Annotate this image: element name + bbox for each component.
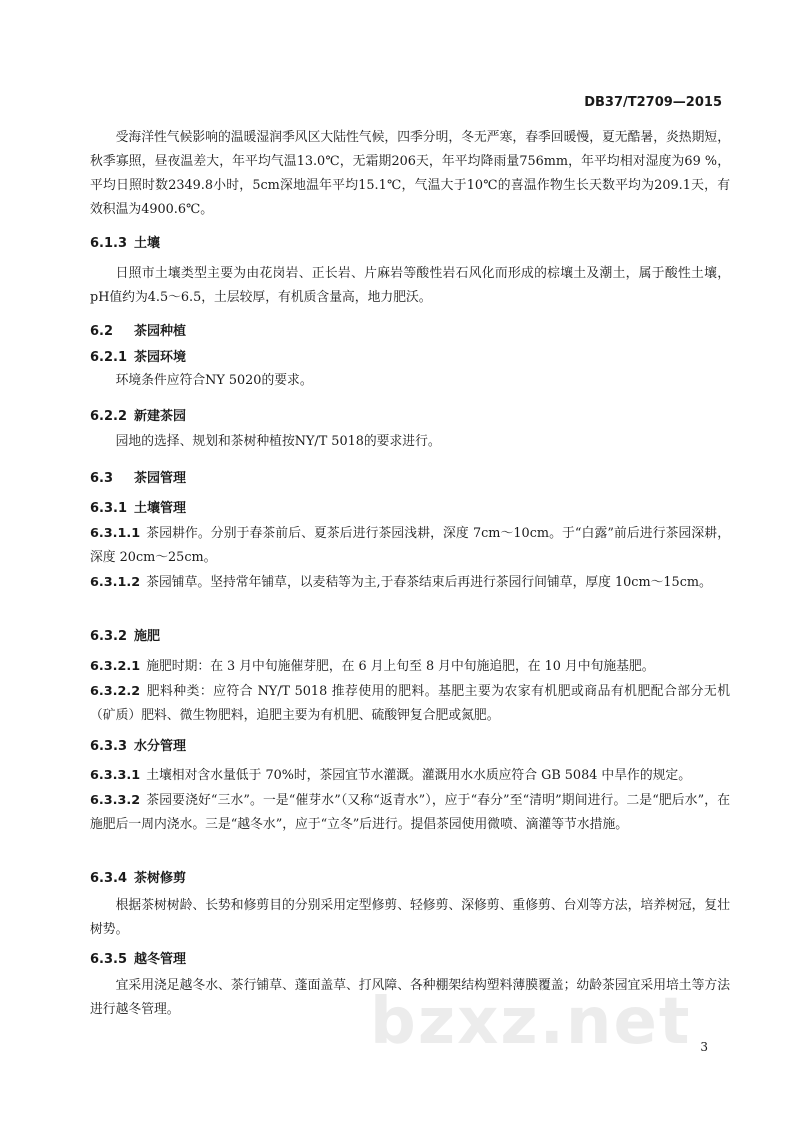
section-title: 茶园种植 [134, 324, 187, 339]
section-number: 6.3.4 [90, 871, 128, 886]
clause-number: 6.3.3.2 [90, 793, 141, 808]
clause-text: 茶园耕作。分别于春茶前后、夏茶后进行茶园浅耕，深度 7cm～10cm。于“白露”前后进行茶园深耕，深度 20cm～25cm。 [90, 526, 730, 565]
section-6-3-5-paragraph: 宜采用浇足越冬水、茶行铺草、蓬面盖草、打风障、各种棚架结构塑料薄膜覆盖；幼龄茶园宜采用培土等方法进行越冬管理。 [90, 978, 730, 1017]
clause-6-3-2-1 [90, 655, 730, 679]
clause-number: 6.3.1.1 [90, 526, 141, 541]
clause-number: 6.3.2.1 [90, 659, 141, 674]
section-6-3-4-paragraph: 根据茶树树龄、长势和修剪目的分别采用定型修剪、轻修剪、深修剪、重修剪、台刈等方法，培养树冠，复壮树势。 [90, 898, 730, 937]
section-number: 6.2.1 [90, 350, 128, 365]
section-number: 6.3.1 [90, 501, 128, 516]
section-6-2-heading [90, 320, 186, 339]
section-title: 土壤管理 [134, 501, 187, 516]
clause-text: 茶园要浇好“三水”。一是“催芽水”（又称“返青水”），应于“春分”至“清明”期间进行。二是“肥后水”，在施肥后一周内浇水。三是“越冬水”，应于“立冬”后进行。提倡茶园使用微喷、滴灌等节水措施。 [90, 793, 730, 832]
clause-6-3-1-1 [90, 522, 730, 570]
clause-number: 6.3.1.2 [90, 575, 141, 590]
section-6-1-3-heading [90, 232, 160, 251]
climate-paragraph: 受海洋性气候影响的温暖湿润季风区大陆性气候，四季分明，冬无严寒，春季回暖慢，夏无酷暑，炎热期短，秋季寡照，昼夜温差大，年平均气温13.0℃，无霜期206天，年平均降雨量756mm，年平均相对湿度为69 %，平均日照时数2349.8小时，5cm深地温年平均15.1℃，气温大于10℃的喜温作物生长天数平均为209.1天，有效积温为4900.6℃。 [90, 130, 730, 217]
section-6-3-heading [90, 467, 186, 486]
clause-number: 6.3.2.2 [90, 684, 141, 699]
clause-6-3-2-2 [90, 680, 730, 728]
clause-6-3-1-2 [90, 571, 730, 595]
section-6-2-1-paragraph: 环境条件应符合NY 5020的要求。 [115, 373, 313, 388]
clause-6-3-3-1 [90, 764, 730, 788]
section-title: 施肥 [134, 629, 161, 644]
section-6-2-2-heading [90, 405, 186, 424]
section-title: 茶园管理 [134, 471, 187, 486]
section-title: 茶树修剪 [134, 871, 187, 886]
section-number: 6.2.2 [90, 409, 128, 424]
section-number: 6.1.3 [90, 236, 128, 251]
section-6-3-3-heading [90, 735, 186, 754]
clause-text: 施肥时期：在 3 月中旬施催芽肥，在 6 月上旬至 8 月中旬施追肥，在 10 月中旬施基肥。 [146, 659, 655, 674]
section-6-1-3-paragraph: 日照市土壤类型主要为由花岗岩、正长岩、片麻岩等酸性岩石风化而形成的棕壤土及潮土，属于酸性土壤，pH值约为4.5～6.5，土层较厚，有机质含量高，地力肥沃。 [90, 266, 730, 305]
clause-text: 土壤相对含水量低于 70%时，茶园宜节水灌溉。灌溉用水水质应符合 GB 5084 中旱作的规定。 [146, 768, 692, 783]
section-6-3-2-heading [90, 625, 160, 644]
section-number: 6.3.2 [90, 629, 128, 644]
clause-number: 6.3.3.1 [90, 768, 141, 783]
clause-6-3-3-2 [90, 789, 730, 837]
section-number: 6.3 [90, 471, 114, 486]
section-title: 茶园环境 [134, 350, 187, 365]
clause-text: 肥料种类：应符合 NY/T 5018 推荐使用的肥料。基肥主要为农家有机肥或商品有机肥配合部分无机（矿质）肥料、微生物肥料，追肥主要为有机肥、硫酸钾复合肥或氮肥。 [90, 684, 730, 723]
document-code: DB37/T2709—2015 [584, 95, 722, 110]
section-title: 新建茶园 [134, 409, 187, 424]
section-6-3-1-heading [90, 497, 186, 516]
watermark: bzxz.net [370, 985, 692, 1059]
section-6-3-5-heading [90, 948, 186, 967]
section-number: 6.2 [90, 324, 114, 339]
clause-text: 茶园铺草。坚持常年铺草，以麦秸等为主,于春茶结束后再进行茶园行间铺草，厚度 10cm～15cm。 [146, 575, 712, 590]
section-6-3-4-heading [90, 867, 186, 886]
section-number: 6.3.3 [90, 739, 128, 754]
section-title: 水分管理 [134, 739, 187, 754]
section-number: 6.3.5 [90, 952, 128, 967]
section-title: 土壤 [134, 236, 161, 251]
section-title: 越冬管理 [134, 952, 187, 967]
page-number: 3 [700, 1040, 708, 1054]
section-6-2-2-paragraph: 园地的选择、规划和茶树种植按NY/T 5018的要求进行。 [115, 434, 441, 449]
section-6-2-1-heading [90, 346, 186, 365]
